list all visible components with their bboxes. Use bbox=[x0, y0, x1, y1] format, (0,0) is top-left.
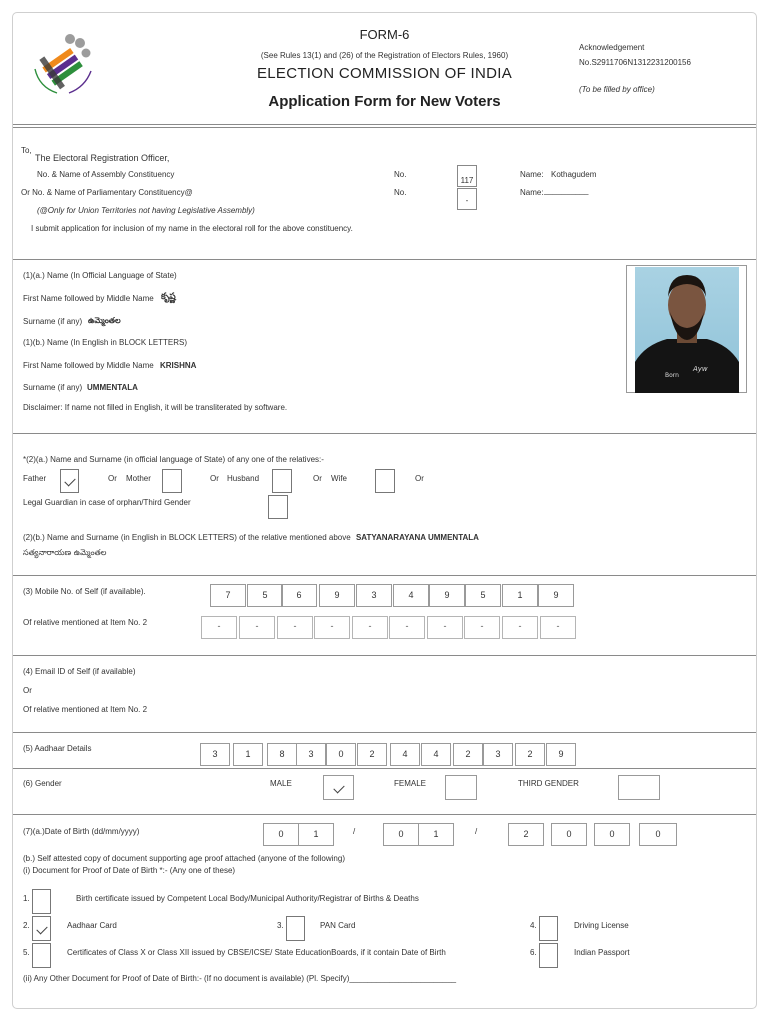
surname-official: ఉమ్మెంతల bbox=[88, 316, 121, 325]
husband-label: Husband bbox=[227, 474, 260, 483]
pc-name-label: Name: bbox=[520, 188, 544, 197]
doc-label: PAN Card bbox=[320, 921, 356, 930]
aadhaar-digit[interactable]: 8 bbox=[267, 743, 297, 766]
office-note: (To be filled by office) bbox=[579, 85, 655, 94]
ac-name-value: Kothagudem bbox=[551, 170, 597, 179]
pc-label: Or No. & Name of Parliamentary Constituency@ bbox=[21, 188, 193, 197]
dob-year-digit[interactable]: 0 bbox=[639, 823, 677, 846]
other-document-line: (ii) Any Other Document for Proof of Date of Birth:- (If no document is available) (Pl. Specify)________________________ bbox=[23, 974, 457, 983]
mobile-label: (3) Mobile No. of Self (if available). bbox=[23, 587, 146, 596]
relative-email-label: Of relative mentioned at Item No. 2 bbox=[23, 705, 148, 714]
aadhaar-digit[interactable]: 2 bbox=[515, 743, 545, 766]
commission-name: ELECTION COMMISSION OF INDIA bbox=[256, 65, 513, 82]
applicant-photo-frame bbox=[626, 265, 747, 393]
relative-mobile-digit[interactable]: - bbox=[201, 616, 237, 639]
mobile-digit[interactable]: 9 bbox=[429, 584, 465, 607]
doc-label: Aadhaar Card bbox=[67, 921, 117, 930]
svg-text:Born: Born bbox=[665, 372, 679, 379]
doc-number: 5. bbox=[23, 948, 30, 957]
first-name-label: First Name followed by Middle Name bbox=[23, 294, 154, 303]
relative-mobile-digit[interactable]: - bbox=[502, 616, 538, 639]
female-label: FEMALE bbox=[394, 779, 427, 788]
mobile-digit[interactable]: 1 bbox=[502, 584, 538, 607]
mobile-digit[interactable]: 4 bbox=[393, 584, 429, 607]
or-label-1: Or bbox=[108, 474, 117, 483]
email-label: (4) Email ID of Self (if available) bbox=[23, 667, 136, 676]
mobile-digit[interactable]: 5 bbox=[247, 584, 283, 607]
doc-checkbox-driving-license[interactable] bbox=[539, 916, 558, 941]
header-divider bbox=[13, 124, 756, 125]
surname-label: Surname (if any) bbox=[23, 317, 83, 326]
wife-checkbox[interactable] bbox=[375, 469, 395, 493]
male-checkbox[interactable] bbox=[323, 775, 354, 800]
husband-checkbox[interactable] bbox=[272, 469, 292, 493]
doc-number: 4. bbox=[530, 921, 537, 930]
dob-day-digit[interactable]: 1 bbox=[298, 823, 334, 846]
form-title: Application Form for New Voters bbox=[268, 93, 501, 110]
mobile-digit[interactable]: 9 bbox=[538, 584, 574, 607]
relative-mobile-digit[interactable]: - bbox=[389, 616, 425, 639]
or-label-2: Or bbox=[210, 474, 219, 483]
relative-mobile-digit[interactable]: - bbox=[540, 616, 576, 639]
pc-number-field[interactable]: - bbox=[457, 188, 477, 210]
person-photo-icon bbox=[635, 267, 739, 393]
mobile-digit[interactable]: 7 bbox=[210, 584, 246, 607]
check-mark-icon bbox=[36, 923, 47, 934]
doc-number: 3. bbox=[277, 921, 284, 930]
dob-month-digit[interactable]: 0 bbox=[383, 823, 419, 846]
check-mark-icon bbox=[64, 475, 75, 486]
date-slash: / bbox=[475, 827, 478, 836]
doc-label: Indian Passport bbox=[574, 948, 630, 957]
applicant-photo bbox=[635, 267, 739, 393]
aadhaar-digit[interactable]: 9 bbox=[546, 743, 576, 766]
proof-subheading: (i) Document for Proof of Date of Birth *:- (Any one of these) bbox=[23, 866, 236, 875]
guardian-checkbox[interactable] bbox=[268, 495, 288, 519]
doc-label: Certificates of Class X or Class XII issued by CBSE/ICSE/ State EducationBoards, if it contain Date of Birth bbox=[67, 948, 446, 957]
aadhaar-digit[interactable]: 4 bbox=[421, 743, 451, 766]
relative-heading: *(2)(a.) Name and Surname (in official language of State) of any one of the relatives:- bbox=[23, 455, 324, 464]
doc-checkbox-passport[interactable] bbox=[539, 943, 558, 968]
relative-mobile-digit[interactable]: - bbox=[464, 616, 500, 639]
mother-label: Mother bbox=[126, 474, 151, 483]
doc-label: Birth certificate issued by Competent Local Body/Municipal Authority/Registrar of Births & Deaths bbox=[76, 894, 419, 903]
ac-number-field[interactable]: 117 bbox=[457, 165, 477, 187]
relative-mobile-digit[interactable]: - bbox=[427, 616, 463, 639]
mobile-digit[interactable]: 5 bbox=[465, 584, 501, 607]
pc-no-label: No. bbox=[394, 188, 407, 197]
doc-number: 6. bbox=[530, 948, 537, 957]
mobile-digit[interactable]: 3 bbox=[356, 584, 392, 607]
aadhaar-digit[interactable]: 2 bbox=[357, 743, 387, 766]
first-name-official: కృష్ణ bbox=[161, 292, 176, 302]
doc-checkbox-class-certificate[interactable] bbox=[32, 943, 51, 968]
relative-english-heading: (2)(b.) Name and Surname (in English in BLOCK LETTERS) of the relative mentioned above SATYANARAYANA UMMENTALA bbox=[23, 533, 479, 542]
rules-reference: (See Rules 13(1) and (26) of the Registration of Electors Rules, 1960) bbox=[260, 51, 509, 60]
dob-day-digit[interactable]: 0 bbox=[263, 823, 299, 846]
ac-label: No. & Name of Assembly Constituency bbox=[37, 170, 175, 179]
svg-text:Ayw: Ayw bbox=[693, 365, 708, 373]
pc-name-value: __________ bbox=[544, 186, 589, 195]
ac-no-label: No. bbox=[394, 170, 407, 179]
father-label: Father bbox=[23, 474, 47, 483]
relative-mobile-digit[interactable]: - bbox=[352, 616, 388, 639]
dob-year-digit[interactable]: 2 bbox=[508, 823, 544, 846]
first-name-english: KRISHNA bbox=[160, 361, 197, 370]
ut-note: (@Only for Union Territories not having Legislative Assembly) bbox=[37, 206, 255, 215]
relative-mobile-digit[interactable]: - bbox=[314, 616, 350, 639]
doc-checkbox-aadhaar[interactable] bbox=[32, 916, 51, 941]
relative-mobile-digit[interactable]: - bbox=[239, 616, 275, 639]
aadhaar-digit[interactable]: 3 bbox=[296, 743, 326, 766]
gender-label: (6) Gender bbox=[23, 779, 62, 788]
mobile-digit[interactable]: 6 bbox=[281, 584, 317, 607]
relative-english-name: SATYANARAYANA UMMENTALA bbox=[355, 533, 479, 542]
relative-mobile-label: Of relative mentioned at Item No. 2 bbox=[23, 618, 148, 627]
aadhaar-digit[interactable]: 4 bbox=[390, 743, 420, 766]
form-page bbox=[12, 12, 757, 1009]
surname-label-en: Surname (if any) bbox=[23, 383, 83, 392]
submit-statement: I submit application for inclusion of my name in the electoral roll for the above constituency. bbox=[31, 224, 353, 233]
aadhaar-digit[interactable]: 0 bbox=[326, 743, 356, 766]
aadhaar-label: (5) Aadhaar Details bbox=[23, 744, 92, 753]
aadhaar-digit[interactable]: 2 bbox=[453, 743, 483, 766]
third-gender-checkbox[interactable] bbox=[618, 775, 660, 800]
dob-month-digit[interactable]: 1 bbox=[418, 823, 454, 846]
or-label-4: Or bbox=[415, 474, 424, 483]
proof-heading: (b.) Self attested copy of document supporting age proof attached (anyone of the following) bbox=[23, 854, 345, 863]
doc-number: 2. bbox=[23, 921, 30, 930]
date-slash: / bbox=[353, 827, 356, 836]
official-name-heading: (1)(a.) Name (In Official Language of State) bbox=[23, 271, 177, 280]
check-mark-icon bbox=[333, 782, 344, 793]
mobile-digit[interactable]: 9 bbox=[319, 584, 355, 607]
relative-official-name: సత్యనారాయణ ఉమ్మెంతల bbox=[23, 548, 107, 557]
or-label-3: Or bbox=[313, 474, 322, 483]
guardian-label: Legal Guardian in case of orphan/Third Gender bbox=[23, 498, 191, 507]
doc-checkbox-pan[interactable] bbox=[286, 916, 305, 941]
acknowledgement-number: No.S2911706N1312231200156 bbox=[579, 58, 691, 67]
father-checkbox[interactable] bbox=[60, 469, 79, 493]
acknowledgement-label: Acknowledgement bbox=[579, 43, 645, 52]
dob-year-digit[interactable]: 0 bbox=[551, 823, 587, 846]
doc-checkbox-birth-certificate[interactable] bbox=[32, 889, 51, 914]
aadhaar-digit[interactable]: 1 bbox=[233, 743, 263, 766]
first-name-label-en: First Name followed by Middle Name bbox=[23, 361, 154, 370]
dob-year-digit[interactable]: 0 bbox=[594, 823, 630, 846]
doc-number: 1. bbox=[23, 894, 30, 903]
third-gender-label: THIRD GENDER bbox=[518, 779, 579, 788]
email-or: Or bbox=[23, 686, 32, 695]
ac-name-label: Name: bbox=[520, 170, 544, 179]
transliteration-disclaimer: Disclaimer: If name not filled in English, it will be transliterated by software. bbox=[23, 403, 288, 412]
female-checkbox[interactable] bbox=[445, 775, 477, 800]
officer-line: The Electoral Registration Officer, bbox=[35, 153, 170, 163]
wife-label: Wife bbox=[331, 474, 347, 483]
to-label: To, bbox=[21, 146, 32, 155]
doc-label: Driving License bbox=[574, 921, 629, 930]
dob-label: (7)(a.)Date of Birth (dd/mm/yyyy) bbox=[23, 827, 140, 836]
form-number: FORM-6 bbox=[359, 27, 410, 42]
mother-checkbox[interactable] bbox=[162, 469, 182, 493]
male-label: MALE bbox=[270, 779, 292, 788]
aadhaar-digit[interactable]: 3 bbox=[200, 743, 230, 766]
aadhaar-digit[interactable]: 3 bbox=[483, 743, 513, 766]
english-name-heading: (1)(b.) Name (In English in BLOCK LETTERS) bbox=[23, 338, 188, 347]
relative-mobile-digit[interactable]: - bbox=[277, 616, 313, 639]
surname-english: UMMENTALA bbox=[87, 383, 138, 392]
